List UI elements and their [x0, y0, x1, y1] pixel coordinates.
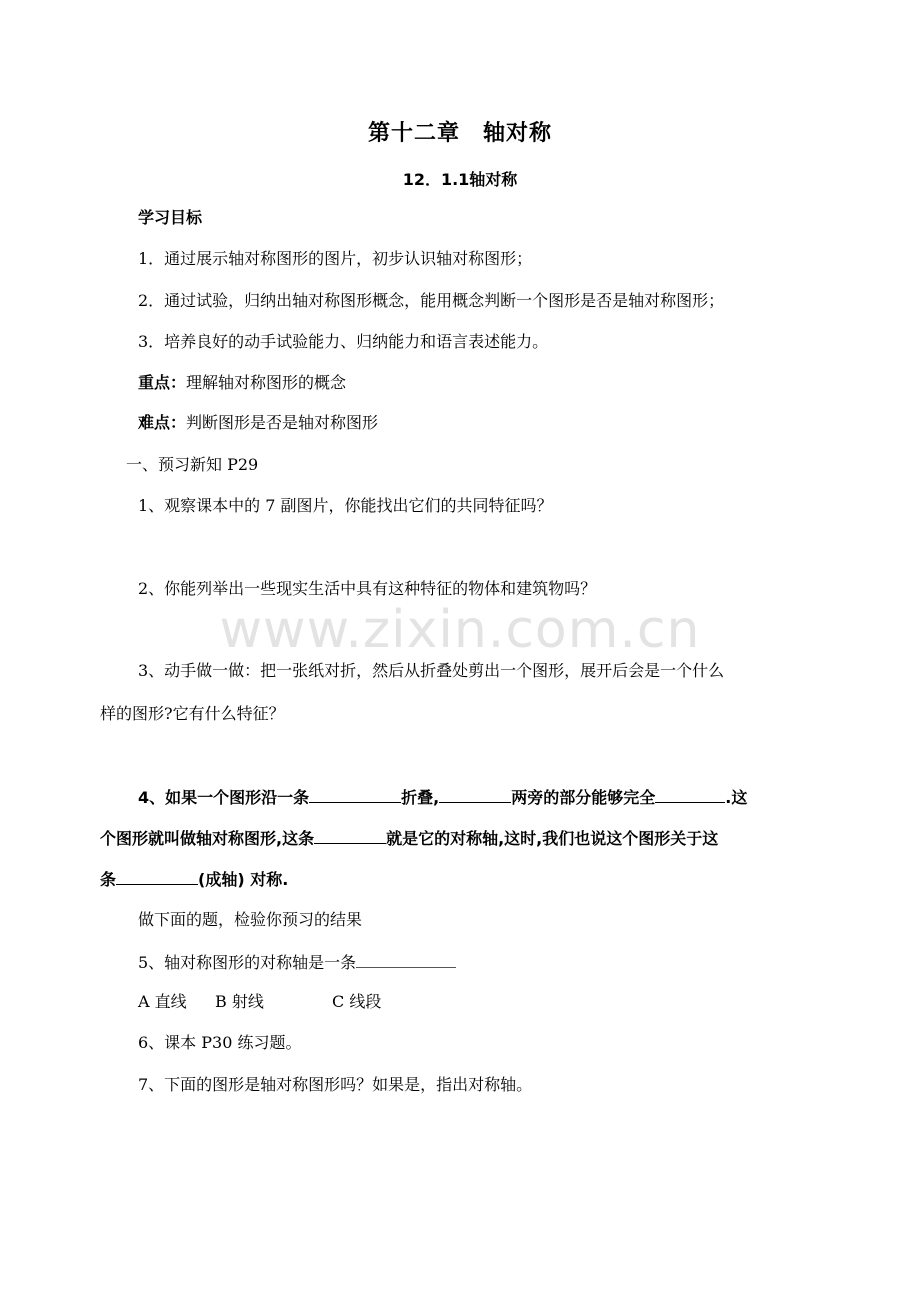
difficulty-text: 判断图形是否是轴对称图形 [186, 413, 379, 432]
q4-text: 个图形就叫做轴对称图形,这条 [100, 829, 315, 848]
difficulty [138, 413, 378, 433]
fill-blank[interactable] [309, 786, 401, 803]
objective-item: 1．通过展示轴对称图形的图片，初步认识轴对称图形； [138, 249, 533, 268]
section-subtitle: 12．1.1轴对称 [402, 170, 518, 189]
q5-text: 5、轴对称图形的对称轴是一条 [138, 953, 357, 972]
q4-text: (成轴) 对称. [198, 870, 289, 889]
section-heading: 一、预习新知 P29 [126, 455, 259, 474]
option-c: C 线段 [332, 992, 382, 1011]
question-4-line-2 [100, 827, 718, 849]
fill-blank[interactable] [116, 868, 198, 885]
question-3-line-1: 3、动手做一做：把一张纸对折，然后从折叠处剪出一个图形，展开后会是一个什么 [138, 661, 725, 680]
fill-blank[interactable] [655, 786, 725, 803]
q4-text: 4、如果一个图形沿一条 [138, 788, 310, 807]
question-3-line-2: 样的图形?它有什么特征？ [100, 704, 285, 723]
question-2: 2、你能列举出一些现实生活中具有这种特征的物体和建筑物吗？ [138, 579, 597, 598]
q4-text: 折叠, [401, 788, 440, 807]
difficulty-label: 难点： [138, 413, 187, 432]
question-4-line-1 [138, 786, 747, 808]
objective-item: 2．通过试验，归纳出轴对称图形概念，能用概念判断一个图形是否是轴对称图形； [138, 291, 725, 310]
option-a: A 直线 [138, 992, 187, 1011]
question-7: 7、下面的图形是轴对称图形吗？如果是，指出对称轴。 [138, 1075, 533, 1094]
question-5 [138, 951, 456, 973]
q4-text: 条 [100, 870, 117, 889]
key-point [138, 373, 346, 393]
question-1: 1、观察课本中的 7 副图片，你能找出它们的共同特征吗？ [138, 496, 553, 515]
question-6: 6、课本 P30 练习题。 [138, 1033, 302, 1052]
objective-item: 3．培养良好的动手试验能力、归纳能力和语言表述能力。 [138, 332, 549, 351]
option-b: B 射线 [215, 992, 264, 1011]
q4-text: 两旁的部分能够完全 [511, 788, 656, 807]
fill-blank[interactable] [314, 827, 386, 844]
q4-text: 就是它的对称轴,这时,我们也说这个图形关于这 [386, 829, 719, 848]
key-point-text: 理解轴对称图形的概念 [186, 373, 347, 392]
q4-text: .这 [725, 788, 748, 807]
objectives-heading: 学习目标 [138, 208, 203, 227]
question-4-line-3 [100, 868, 288, 890]
key-point-label: 重点： [138, 373, 187, 392]
fill-blank[interactable] [356, 951, 456, 968]
check-intro: 做下面的题，检验你预习的结果 [138, 910, 363, 929]
watermark: www.zixin.com.cn [219, 600, 701, 660]
chapter-title: 第十二章 轴对称 [367, 121, 552, 146]
fill-blank[interactable] [439, 786, 511, 803]
